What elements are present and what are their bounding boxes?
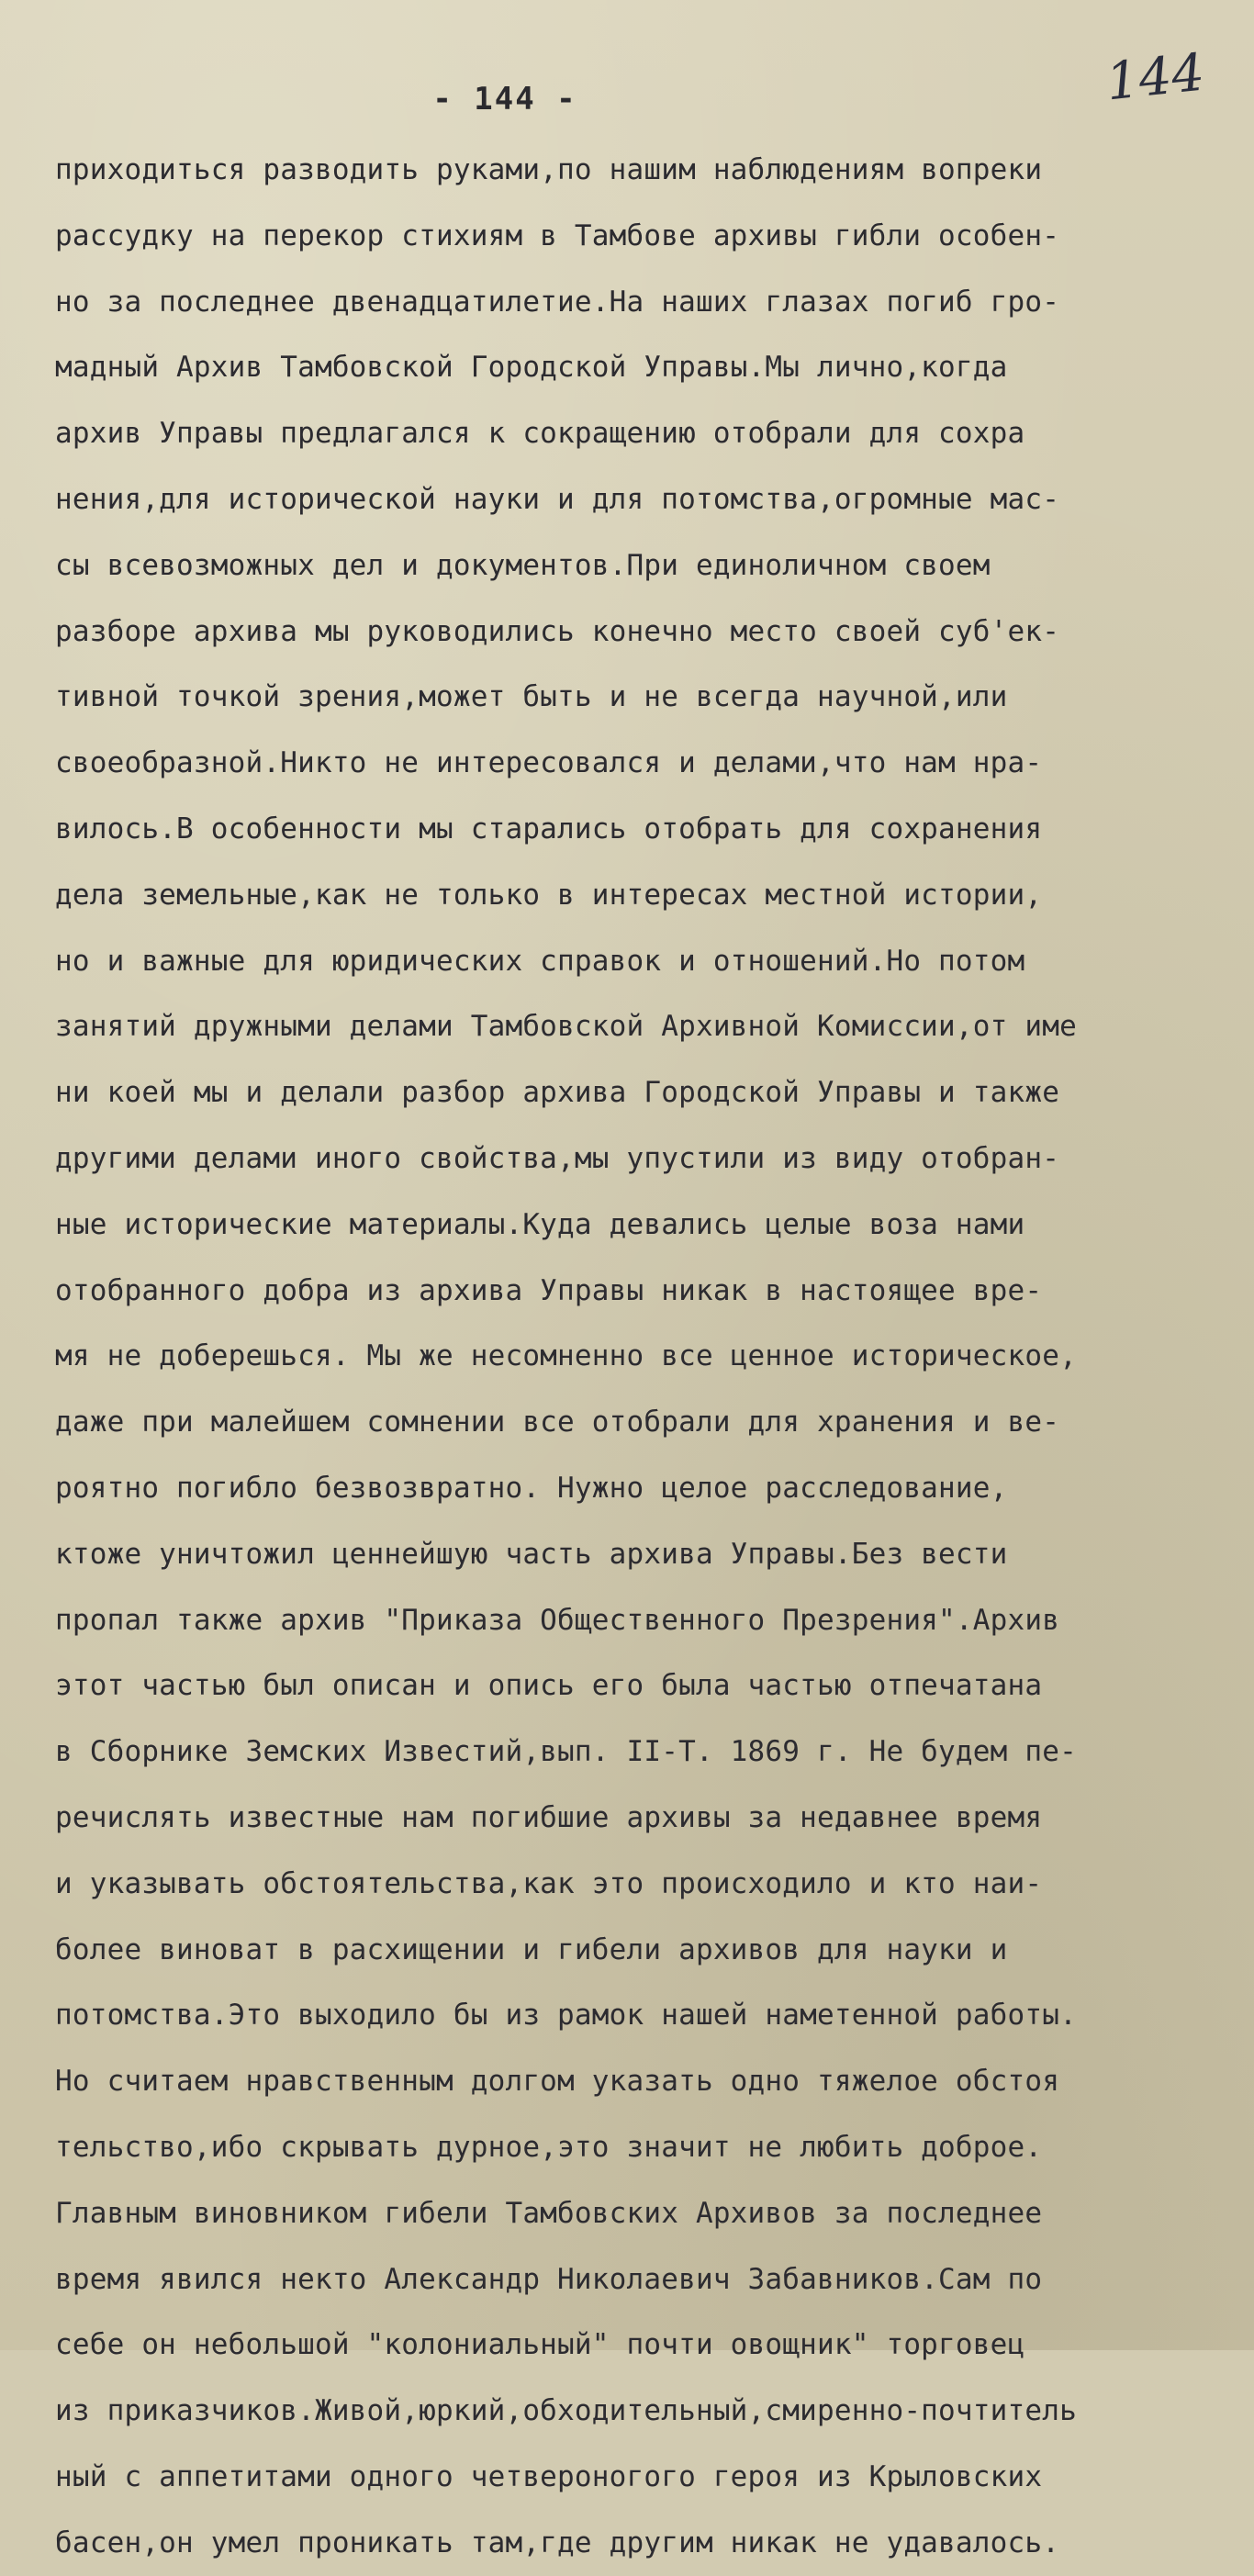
text-line: мя не доберешься. Мы же несомненно все ценное историческое, <box>55 1339 1077 1373</box>
text-line: нения,для исторической науки и для потомства,огромные мас- <box>55 482 1060 516</box>
text-line: разборе архива мы руководились конечно место своей суб'ек- <box>55 614 1060 648</box>
text-line: занятий дружными делами Тамбовской Архивной Комиссии,от име <box>55 1010 1077 1044</box>
text-line: другими делами иного свойства,мы упустили из виду отобран- <box>55 1141 1060 1175</box>
text-line: но и важные для юридических справок и отношений.Но потом <box>55 944 1025 978</box>
text-line: потомства.Это выходило бы из рамок нашей наметенной работы. <box>55 1999 1077 2033</box>
text-line: своеобразной.Никто не интересовался и делами,что нам нра- <box>55 746 1043 780</box>
text-line: тельство,ибо скрывать дурное,это значит не любить доброе. <box>55 2130 1043 2164</box>
text-line: ные исторические материалы.Куда девались целые воза нами <box>55 1207 1025 1241</box>
text-line: из приказчиков.Живой,юркий,обходительный,смиренно-почтитель <box>55 2394 1077 2428</box>
text-line: мадный Архив Тамбовской Городской Управы.Мы лично,когда <box>55 351 1008 385</box>
text-line: пропал также архив "Приказа Общественного Презрения".Архив <box>55 1603 1060 1637</box>
text-line: дела земельные,как не только в интересах местной истории, <box>55 878 1043 912</box>
text-line: рассудку на перекор стихиям в Тамбове архивы гибли особен- <box>55 218 1060 252</box>
text-line: даже при малейшем сомнении все отобрали для хранения и ве- <box>55 1406 1060 1439</box>
text-line: ный с аппетитами одного четвероногого героя из Крыловских <box>55 2459 1043 2493</box>
text-line: время явился некто Александр Николаевич Забавников.Сам по <box>55 2262 1043 2296</box>
text-line: но за последнее двенадцатилетие.На наших глазах погиб гро- <box>55 285 1060 319</box>
text-line: басен,он умел проникать там,где другим никак не удавалось. <box>55 2526 1060 2559</box>
text-line: этот частью был описан и опись его была частью отпечатана <box>55 1669 1043 1703</box>
text-line: ктоже уничтожил ценнейшую часть архива Управы.Без вести <box>55 1537 1008 1571</box>
page-number: - 144 - <box>432 81 577 118</box>
text-line: и указывать обстоятельства,как это происходило и кто наи- <box>55 1866 1043 1900</box>
text-line: ни коей мы и делали разбор архива Городской Управы и также <box>55 1076 1060 1110</box>
text-line: приходиться разводить руками,по нашим наблюдениям вопреки <box>55 153 1043 186</box>
text-line: Главным виновником гибели Тамбовских Архивов за последнее <box>55 2196 1043 2230</box>
text-line: себе он небольшой "колониальный" почти овощник" торговец <box>55 2328 1025 2362</box>
text-line: архив Управы предлагался к сокращению отобрали для сохра <box>55 417 1025 451</box>
text-line: более виноват в расхищении и гибели архивов для науки и <box>55 1932 1008 1966</box>
text-line: отобранного добра из архива Управы никак в настоящее вре- <box>55 1273 1043 1307</box>
text-line: вилось.В особенности мы старались отобрать для сохранения <box>55 812 1043 846</box>
text-line: речислять известные нам погибшие архивы за недавнее время <box>55 1800 1043 1834</box>
typewritten-body <box>55 138 1212 2576</box>
text-line: Но считаем нравственным долгом указать одно тяжелое обстоя <box>55 2065 1060 2099</box>
text-line: сы всевозможных дел и документов.При единоличном своем <box>55 548 991 582</box>
handwritten-page-number: 144 <box>1103 42 1207 113</box>
text-line: роятно погибло безвозвратно. Нужно целое расследование, <box>55 1471 1008 1505</box>
text-line: тивной точкой зрения,может быть и не всегда научной,или <box>55 680 1008 714</box>
text-line: в Сборнике Земских Известий,вып. II-Т. 1869 г. Не будем пе- <box>55 1735 1077 1769</box>
